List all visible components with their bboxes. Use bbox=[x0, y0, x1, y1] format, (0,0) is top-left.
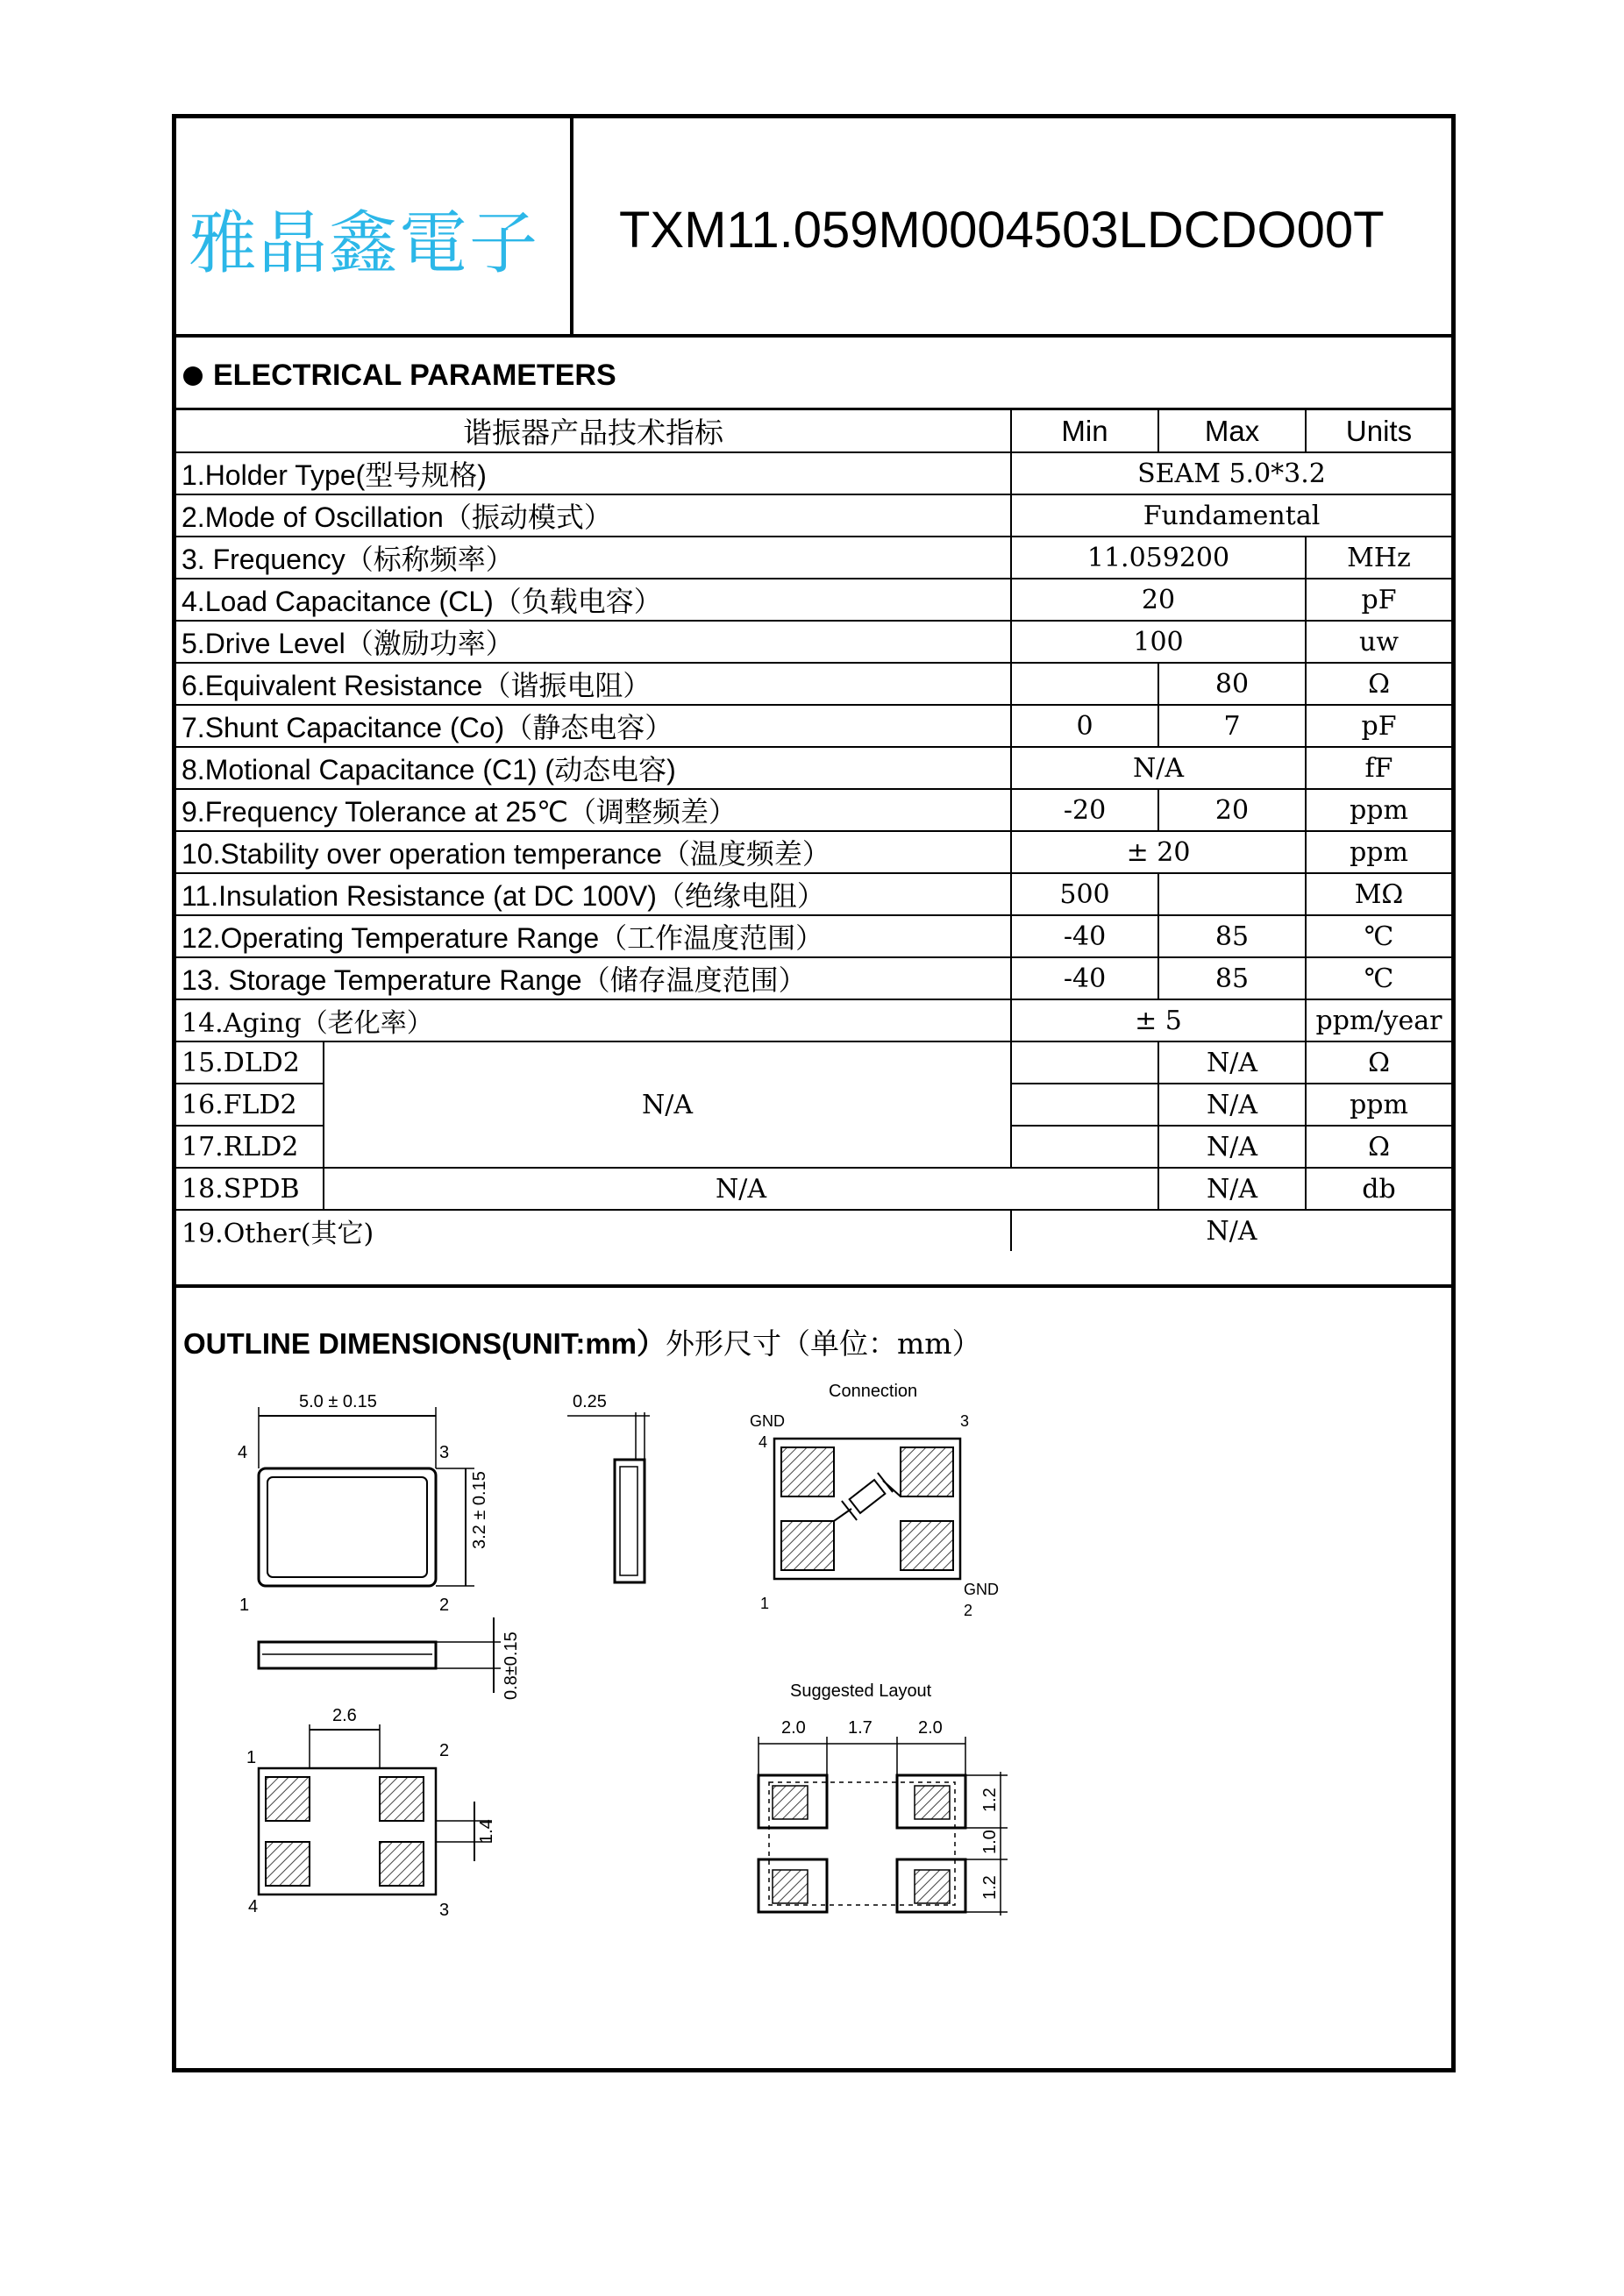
svg-text:1: 1 bbox=[246, 1748, 257, 1767]
height-dim: 0.8±0.15 bbox=[502, 1631, 521, 1700]
svg-text:GND: GND bbox=[750, 1412, 785, 1430]
table-row: 4.Load Capacitance (CL)（负载电容） 20 pF bbox=[176, 579, 1451, 621]
top-view bbox=[238, 1392, 489, 1615]
dld-group-note: N/A bbox=[324, 1041, 1011, 1168]
connection-title: Connection bbox=[829, 1382, 918, 1401]
svg-text:1.7: 1.7 bbox=[848, 1718, 873, 1738]
bullet-icon bbox=[183, 366, 203, 386]
header-units: Units bbox=[1306, 409, 1451, 453]
svg-text:1.2: 1.2 bbox=[980, 1788, 1000, 1812]
lid-dim: 0.25 bbox=[573, 1392, 607, 1411]
outline-drawing bbox=[176, 1363, 1451, 2082]
svg-text:2.0: 2.0 bbox=[781, 1718, 806, 1738]
side-view-thin bbox=[567, 1392, 650, 1582]
table-row: 5.Drive Level（激励功率） 100 uw bbox=[176, 621, 1451, 663]
svg-text:3: 3 bbox=[439, 1901, 450, 1920]
table-row: 17.RLD2 N/A Ω bbox=[176, 1126, 1451, 1168]
svg-text:1.0: 1.0 bbox=[980, 1830, 1000, 1854]
header-divider bbox=[570, 118, 573, 334]
table-header-row bbox=[176, 409, 1451, 453]
length-dim: 5.0 ± 0.15 bbox=[299, 1392, 377, 1411]
connection-diagram bbox=[750, 1382, 999, 1619]
part-number: TXM11.059M0004503LDCDO00T bbox=[619, 202, 1385, 259]
svg-text:GND: GND bbox=[964, 1581, 999, 1598]
header bbox=[176, 118, 1451, 338]
svg-text:1: 1 bbox=[760, 1595, 770, 1612]
electrical-section-title: ELECTRICAL PARAMETERS bbox=[183, 359, 616, 393]
table-row: 16.FLD2 N/A ppm bbox=[176, 1084, 1451, 1126]
suggested-layout bbox=[759, 1681, 1008, 1916]
svg-text:3: 3 bbox=[439, 1443, 450, 1462]
datasheet bbox=[172, 114, 1456, 2072]
table-row: 8.Motional Capacitance (C1) (动态电容) N/A fF bbox=[176, 747, 1451, 789]
table-row: 1.Holder Type(型号规格) SEAM 5.0*3.2 bbox=[176, 452, 1451, 494]
svg-text:2: 2 bbox=[439, 1741, 450, 1760]
table-row: 11.Insulation Resistance (at DC 100V)（绝缘电阻） 500 MΩ bbox=[176, 873, 1451, 915]
header-param: 谐振器产品技术指标 bbox=[176, 409, 1011, 453]
svg-text:4: 4 bbox=[759, 1433, 768, 1451]
table-row: 15.DLD2 N/A N/A Ω bbox=[176, 1041, 1451, 1084]
table-row: 3. Frequency（标称频率） 11.059200 MHz bbox=[176, 537, 1451, 579]
table-row: 9.Frequency Tolerance at 25℃（调整频差） -20 20 ppm bbox=[176, 789, 1451, 831]
parameters-table bbox=[176, 408, 1451, 1251]
bottom-view bbox=[246, 1706, 496, 1920]
svg-text:1.2: 1.2 bbox=[980, 1875, 1000, 1900]
svg-text:4: 4 bbox=[238, 1443, 248, 1462]
svg-text:4: 4 bbox=[248, 1897, 259, 1916]
table-row: 19.Other(其它) N/A bbox=[176, 1210, 1451, 1251]
layout-title: Suggested Layout bbox=[790, 1681, 932, 1701]
header-max: Max bbox=[1158, 409, 1306, 453]
table-row: 7.Shunt Capacitance (Co)（静态电容） 0 7 pF bbox=[176, 705, 1451, 747]
header-min: Min bbox=[1011, 409, 1158, 453]
table-row: 10.Stability over operation temperance（温度频差） ± 20 ppm bbox=[176, 831, 1451, 873]
table-row: 13. Storage Temperature Range（储存温度范围） -40 85 ℃ bbox=[176, 957, 1451, 999]
height-view bbox=[259, 1617, 521, 1700]
svg-text:1: 1 bbox=[239, 1596, 250, 1615]
company-logo: 雅晶鑫電子 bbox=[189, 204, 540, 283]
pad-pitch-dim: 2.6 bbox=[332, 1706, 357, 1725]
svg-text:3: 3 bbox=[960, 1412, 970, 1430]
svg-text:2: 2 bbox=[439, 1596, 450, 1615]
width-dim: 3.2 ± 0.15 bbox=[470, 1471, 489, 1549]
table-row: 12.Operating Temperature Range（工作温度范围） -40 85 ℃ bbox=[176, 915, 1451, 957]
pad-gap-dim: 1.4 bbox=[477, 1819, 496, 1844]
table-row: 18.SPDB N/A N/A db bbox=[176, 1168, 1451, 1210]
svg-text:2: 2 bbox=[964, 1602, 973, 1619]
outline-title: OUTLINE DIMENSIONS(UNIT:mm）外形尺寸（单位：mm） bbox=[183, 1326, 981, 1361]
table-row: 6.Equivalent Resistance（谐振电阻） 80 Ω bbox=[176, 663, 1451, 705]
svg-text:2.0: 2.0 bbox=[918, 1718, 943, 1738]
table-row: 14.Aging（老化率） ± 5 ppm/year bbox=[176, 999, 1451, 1041]
section-divider bbox=[176, 1284, 1451, 1288]
table-row: 2.Mode of Oscillation（振动模式） Fundamental bbox=[176, 494, 1451, 537]
